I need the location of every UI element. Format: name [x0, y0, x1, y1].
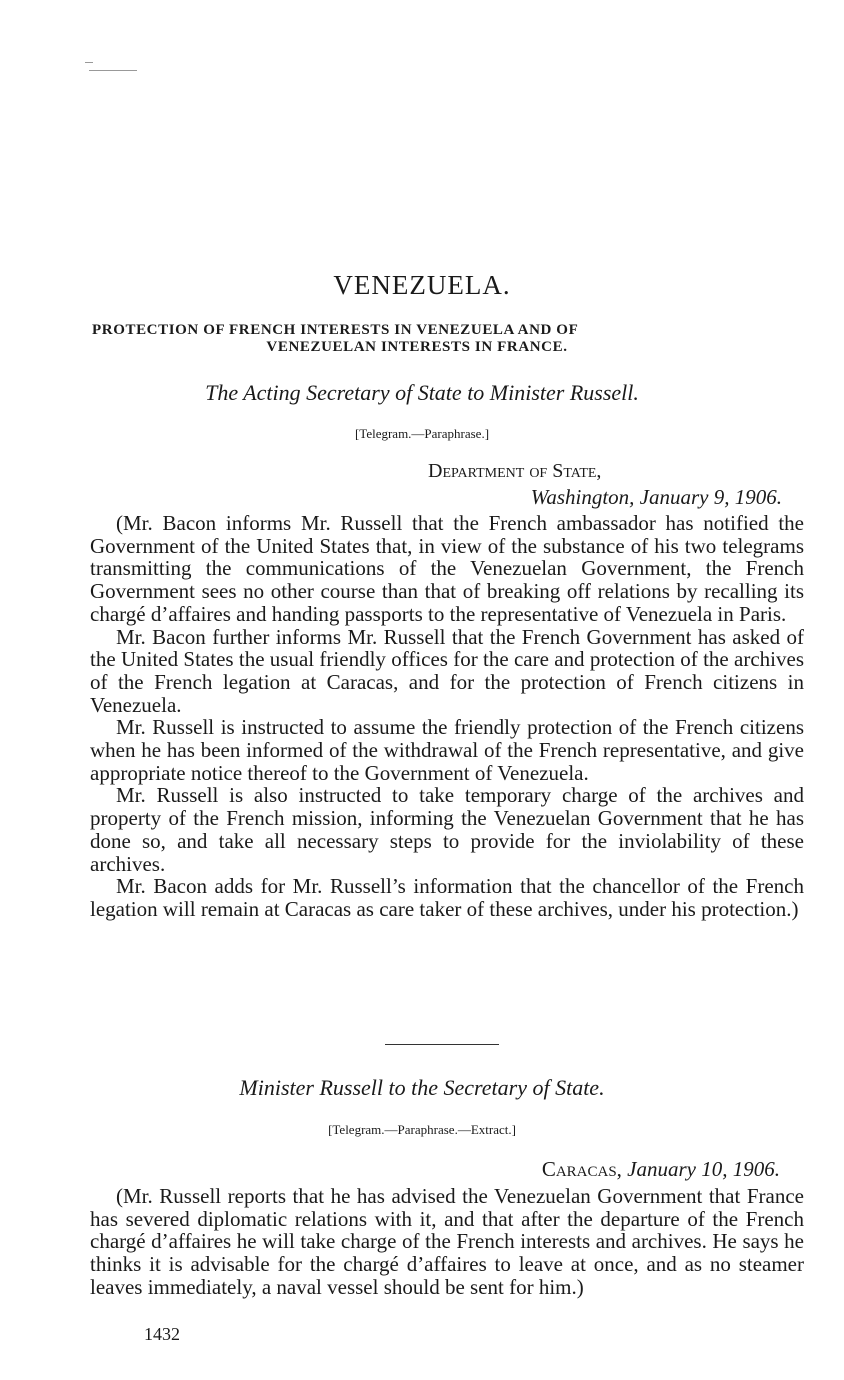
page-number: 1432: [144, 1324, 180, 1344]
doc1-paragraph: Mr. Russell is also instructed to take temporary charge of the archives and property of the French mission, informing the Venezuelan Government that he has done so, and take all necessary steps to provide for the inviolability of these archives.: [90, 783, 804, 876]
doc1-heading: The Acting Secretary of State to Minister Russell.: [205, 380, 639, 405]
scan-marks: [85, 58, 145, 74]
doc1-sender-office: Department of State,: [428, 460, 602, 482]
doc2-heading: Minister Russell to the Secretary of State.: [239, 1075, 605, 1100]
doc1-sender-place-date: Washington, January 9, 1906.: [530, 485, 782, 509]
doc2-paragraph: (Mr. Russell reports that he has advised the Venezuelan Government that France has severed diplomatic relations with it, and that after the departure of the French chargé d’affaires he will take charge of the French interests and archives. He says he thinks it is advisable for the chargé d’affaires to leave at once, and as no steamer leaves immediately, a naval vessel should be sent for him.): [90, 1184, 804, 1299]
doc2-sender-date: January 10, 1906.: [627, 1157, 780, 1181]
subject-line-2: VENEZUELAN INTERESTS IN FRANCE.: [266, 339, 568, 355]
doc2-tag: [Telegram.—Paraphrase.—Extract.]: [328, 1122, 516, 1137]
doc1-tag: [Telegram.—Paraphrase.]: [354, 426, 490, 441]
doc2-body: [90, 1185, 804, 1299]
doc2-sender: [542, 1157, 780, 1182]
section-divider: [385, 1044, 499, 1045]
doc1-paragraph: Mr. Bacon further informs Mr. Russell that the French Government has asked of the United States the usual friendly offices for the care and protection of the archives of the French legation at Caracas, and for the protection of French citizens in Venezuela.: [90, 624, 804, 717]
subject-line-1: PROTECTION OF FRENCH INTERESTS IN VENEZUELA AND OF: [92, 322, 579, 338]
doc2-sender-place: Caracas,: [541, 1157, 622, 1181]
doc1-paragraph: Mr. Bacon adds for Mr. Russell’s information that the chancellor of the French legation will remain at Caracas as care taker of these archives, under his protection.): [90, 874, 804, 921]
country-title: VENEZUELA.: [333, 270, 511, 300]
doc1-paragraph: Mr. Russell is instructed to assume the friendly protection of the French citizens when he has been informed of the withdrawal of the French representative, and give appropriate notice thereof to the Government of Venezuela.: [90, 715, 804, 785]
doc1-paragraph: (Mr. Bacon informs Mr. Russell that the French ambassador has notified the Government of the United States that, in view of the substance of his two telegrams transmitting the communications of the Venezuelan Government, the French Government sees no other course than that of breaking off relations by recalling its chargé d’affaires and handing passports to the representative of Venezuela in Paris.: [90, 511, 804, 626]
doc1-body: [90, 512, 804, 921]
subject-heading: [92, 322, 782, 356]
